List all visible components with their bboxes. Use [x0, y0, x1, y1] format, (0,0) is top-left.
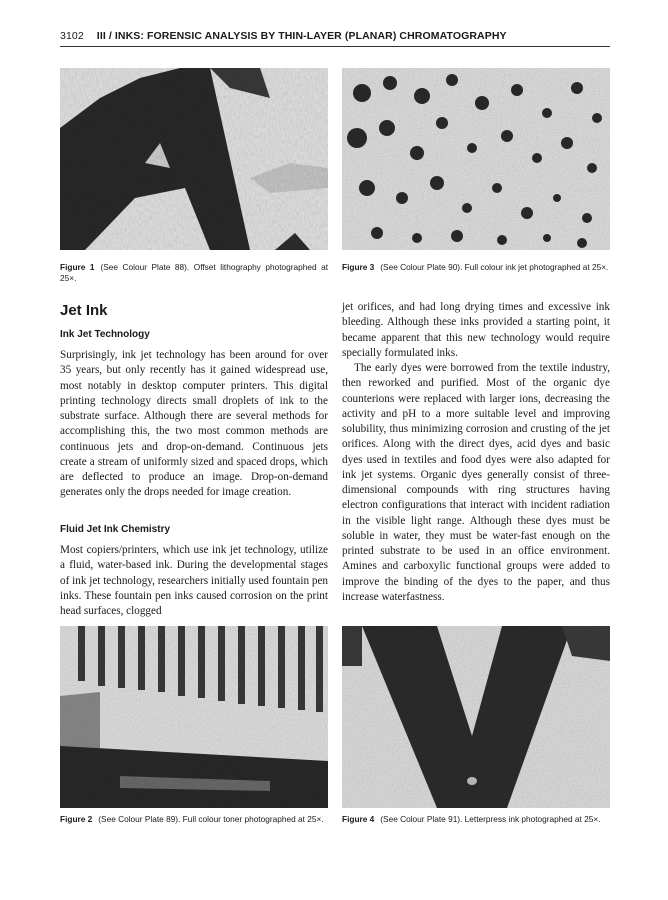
header-rule [60, 46, 610, 47]
figure-4-label: Figure 4 [342, 814, 375, 824]
figure-2-image [60, 626, 328, 808]
section-title: Jet Ink [60, 302, 108, 319]
figure-4-image [342, 626, 610, 808]
figure-4-caption [342, 814, 610, 825]
figure-1-caption-text: (See Colour Plate 88). Offset lithography photographed at 25×. [60, 262, 329, 283]
figure-3-caption-text: (See Colour Plate 90). Full colour ink jet photographed at 25×. [380, 262, 609, 272]
figure-2-caption [60, 814, 328, 825]
figure-3-label: Figure 3 [342, 262, 375, 272]
running-title: III / INKS: FORENSIC ANALYSIS BY THIN-LAYER (PLANAR) CHROMATOGRAPHY [96, 30, 507, 42]
subsection-title-chemistry: Fluid Jet Ink Chemistry [60, 524, 171, 535]
figure-2-label: Figure 2 [60, 814, 93, 824]
figure-3-caption [342, 262, 610, 273]
page-number: 3102 [60, 30, 84, 42]
figure-4-caption-text: (See Colour Plate 91). Letterpress ink photographed at 25×. [380, 814, 601, 824]
figure-1-caption [60, 262, 328, 284]
paragraph-technology: Surprisingly, ink jet technology has been around for over 35 years, but only recently has it gained widespread use, most notably in desktop computer printers. This digital printing technology directs small droplets of ink to the substrate surface. Although there are several methods for accomplishing this, the two most common methods are continuous jets and drop-on-demand. Continuous jets create a stream of uniformly sized and spaced drops, which are deflected to produce an image. Drop-on-demand generates only the drops needed for image creation. [60, 349, 328, 499]
running-header [60, 30, 610, 42]
figure-3-image [342, 68, 610, 250]
figure-1-label: Figure 1 [60, 262, 95, 272]
subsection-title-technology: Ink Jet Technology [60, 329, 150, 340]
paragraph-chemistry: Most copiers/printers, which use ink jet technology, utilize a fluid, water-based ink. During the developmental stages of ink jet technology, researchers initially used fountain pen inks. These fountain pen inks caused corrosion on the print head surfaces, clogged [60, 544, 329, 617]
figure-2-caption-text: (See Colour Plate 89). Full colour toner photographed at 25×. [98, 814, 324, 824]
figure-1-image [60, 68, 328, 250]
paragraph-column2-continued: jet orifices, and had long drying times and excessive ink bleeding. Although these inks provided a starting point, it became apparent that this new technology would require specially formulated inks. [342, 301, 610, 359]
paragraph-dyes: The early dyes were borrowed from the textile industry, then reworked and purified. Most of the organic dye counterions were replaced with larger ions, decreasing the activity and pH to a more suitable level and improving solubility, thus minimizing corrosion and crusting of the jet orifices. Along with the direct dyes, acid dyes and basic dyes used in textiles and food dyes were also adapted for ink jet systems. Organic dyes generally consist of three-dimensional compounds with ring structures having electron configurations that interact with incident radiation in the visible light range. Although these dyes must be soluble in water, they must be water-fast enough on the printed substrate to be used in an office environment. Amines and carboxylic functional groups were added to improve the binding of the dyes to the paper, and thus increase waterfastness. [342, 362, 610, 603]
